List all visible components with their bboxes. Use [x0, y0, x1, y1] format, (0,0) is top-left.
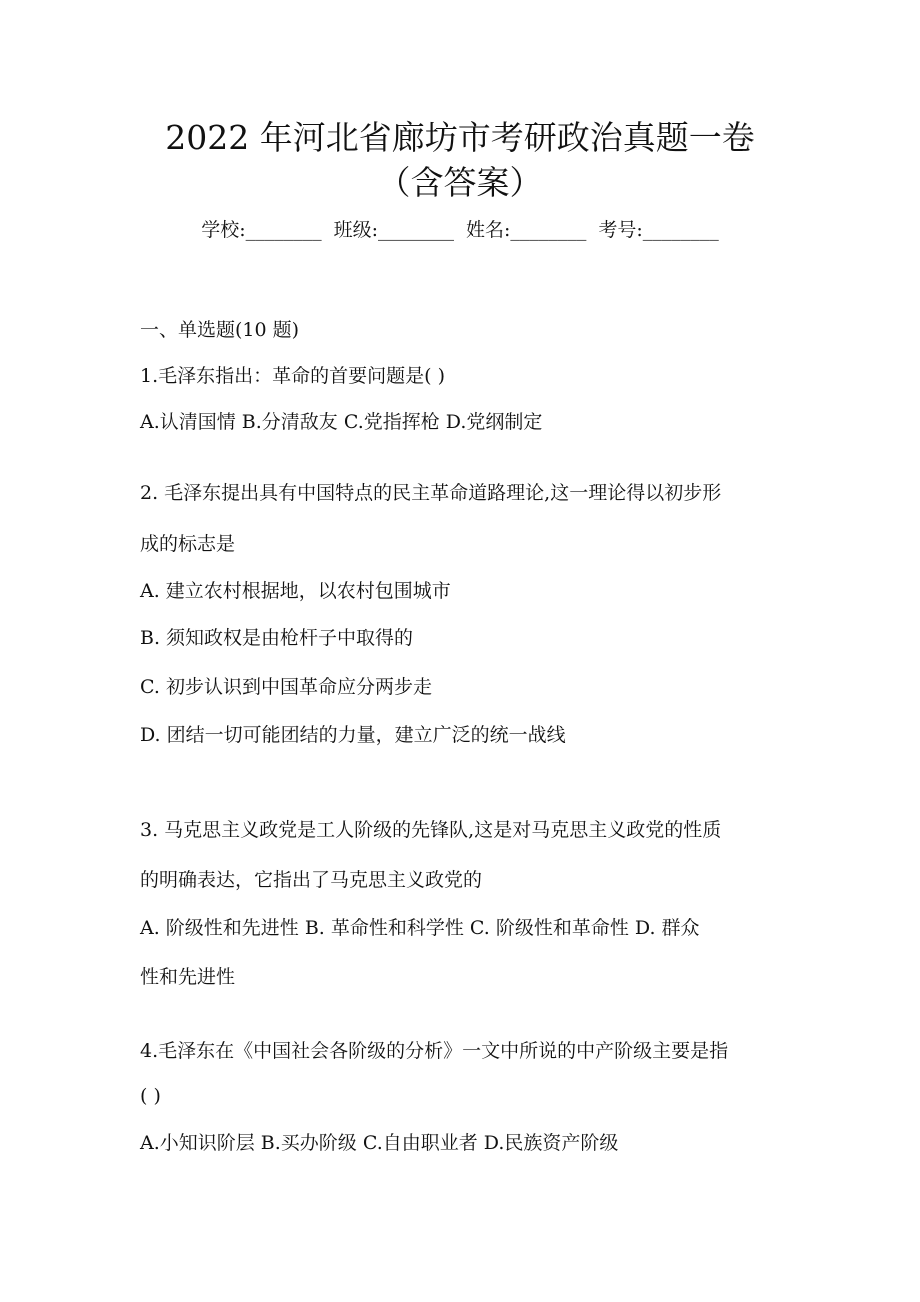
question-2-text: 2. 毛泽东提出具有中国特点的民主革命道路理论,这一理论得以初步形 — [140, 482, 722, 504]
question-4-text: 4.毛泽东在《中国社会各阶级的分析》一文中所说的中产阶级主要是指 — [140, 1040, 729, 1062]
student-info — [0, 216, 920, 244]
name-field: 姓名:________ — [466, 219, 587, 241]
question-3-options-cont: 性和先进性 — [140, 966, 236, 988]
question-1-options: A.认清国情 B.分清敌友 C.党指挥枪 D.党纲制定 — [140, 411, 543, 433]
exam-subtitle: （含答案） — [377, 163, 543, 202]
question-1-text: 1.毛泽东指出：革命的首要问题是( ) — [140, 365, 445, 387]
exam-title: 2022 年河北省廊坊市考研政治真题一卷 — [165, 118, 755, 157]
question-3-text: 3. 马克思主义政党是工人阶级的先锋队,这是对马克思主义政党的性质 — [140, 819, 722, 841]
question-2-text-cont: 成的标志是 — [140, 533, 236, 555]
school-field: 学校:________ — [201, 219, 322, 241]
class-field: 班级:________ — [333, 219, 454, 241]
section-heading: 一、单选题(10 题) — [140, 319, 300, 341]
exam-number-field: 考号:________ — [598, 219, 719, 241]
question-2-option-c: C. 初步认识到中国革命应分两步走 — [140, 676, 432, 698]
question-2-option-a: A. 建立农村根据地，以农村包围城市 — [140, 580, 451, 602]
question-2-option-b: B. 须知政权是由枪杆子中取得的 — [140, 627, 414, 649]
question-3-text-cont: 的明确表达，它指出了马克思主义政党的 — [140, 869, 483, 891]
question-3-options: A. 阶级性和先进性 B. 革命性和科学性 C. 阶级性和革命性 D. 群众 — [140, 917, 700, 939]
question-4-text-cont: ( ) — [140, 1085, 161, 1107]
question-2-option-d: D. 团结一切可能团结的力量，建立广泛的统一战线 — [140, 724, 566, 746]
question-4-options: A.小知识阶层 B.买办阶级 C.自由职业者 D.民族资产阶级 — [140, 1132, 619, 1154]
